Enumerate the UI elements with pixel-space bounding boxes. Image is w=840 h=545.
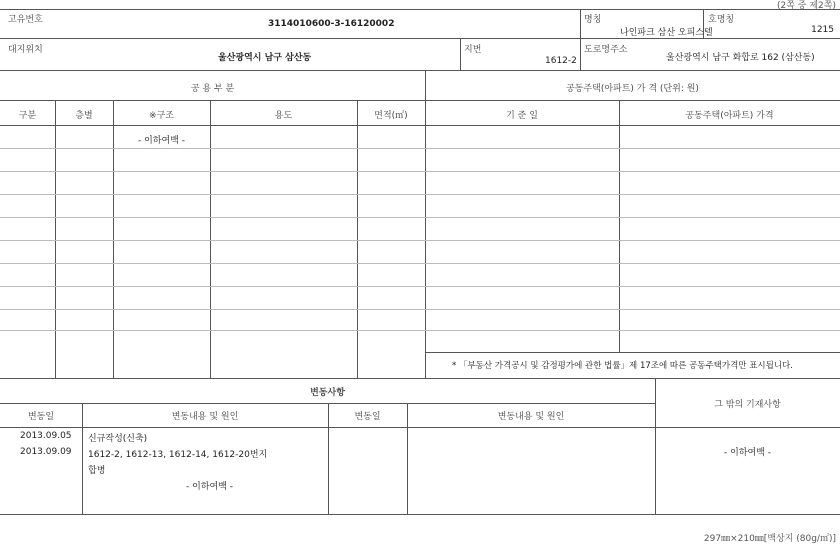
column-header: 변동내용 및 원인 — [171, 412, 239, 422]
unique-no-value: 3114010600-3-16120002 — [268, 19, 395, 29]
column-header: 변동일 — [27, 412, 55, 422]
header-mid-border — [0, 38, 840, 39]
other-section-title: 그 밖의 기재사항 — [714, 400, 781, 410]
common-remark: - 이하여백 - — [138, 136, 185, 146]
row-line — [0, 240, 840, 241]
page-marker: (2쪽 중 제2쪽) — [777, 1, 836, 11]
unit-value: 1215 — [811, 25, 834, 35]
section-border — [0, 427, 840, 428]
unit-label: 호명칭 — [708, 15, 735, 25]
price-footnote: * 「부동산 가격공시 및 감정평가에 관한 법률」제 17조에 따른 공동주택가격만 표시됩니다. — [452, 361, 793, 371]
header-bottom-border — [0, 70, 840, 71]
column-header: 변동일 — [354, 412, 381, 422]
section-border — [0, 378, 840, 379]
common-section-title: 공 용 부 분 — [190, 84, 235, 94]
column-divider — [210, 100, 211, 378]
row-line — [425, 352, 840, 353]
row-line — [0, 286, 840, 287]
change-date: 2013.09.05 — [20, 431, 72, 441]
change-content: 신규작성(신축) — [88, 434, 148, 444]
section-border — [0, 514, 840, 515]
divider — [580, 9, 581, 38]
row-line — [0, 171, 840, 172]
column-header: 변동내용 및 원인 — [497, 412, 565, 422]
column-header: 면적(㎡) — [374, 111, 408, 121]
change-content: 합병 — [88, 466, 106, 476]
site-value: 울산광역시 남구 삼산동 — [218, 53, 312, 63]
column-header: 구분 — [18, 111, 37, 121]
table-header-border — [0, 100, 840, 101]
row-line — [0, 263, 840, 264]
price-section-title: 공동주택(아파트) 가 격 (단위: 원) — [566, 84, 699, 94]
column-divider — [357, 100, 358, 378]
column-header: 공동주택(아파트) 가격 — [685, 111, 774, 121]
column-header: 용도 — [274, 111, 293, 121]
site-label: 대지위치 — [8, 45, 43, 55]
column-header: ※구조 — [149, 111, 174, 121]
unique-no-label: 고유번호 — [8, 15, 43, 25]
change-date: 2013.09.09 — [20, 447, 72, 457]
row-line — [0, 148, 840, 149]
name-label: 명칭 — [584, 15, 602, 25]
column-divider — [55, 100, 56, 378]
changes-section-title: 변동사항 — [310, 388, 345, 398]
road-value: 울산광역시 남구 화합로 162 (삼산동) — [666, 53, 815, 63]
road-label: 도로명주소 — [584, 45, 628, 55]
column-header: 층별 — [75, 111, 93, 121]
other-remark: - 이하여백 - — [724, 448, 771, 458]
lot-label: 지번 — [464, 45, 482, 55]
change-content: 1612-2, 1612-13, 1612-14, 1612-20번지 — [88, 450, 268, 460]
row-line — [0, 194, 840, 195]
table-header-border — [0, 125, 840, 126]
row-line — [0, 330, 840, 331]
row-line — [0, 217, 840, 218]
name-value: 나인파크 삼산 오피스텔 — [620, 28, 713, 38]
lot-value: 1612-2 — [545, 56, 577, 66]
change-remark: - 이하여백 - — [186, 482, 233, 492]
divider — [460, 38, 461, 70]
divider — [580, 38, 581, 70]
column-header: 기 준 일 — [506, 111, 538, 121]
header-top-border — [0, 9, 840, 10]
paper-spec: 297㎜×210㎜[백상지 (80g/㎡)] — [703, 534, 836, 544]
row-line — [0, 309, 840, 310]
column-divider — [619, 100, 620, 352]
